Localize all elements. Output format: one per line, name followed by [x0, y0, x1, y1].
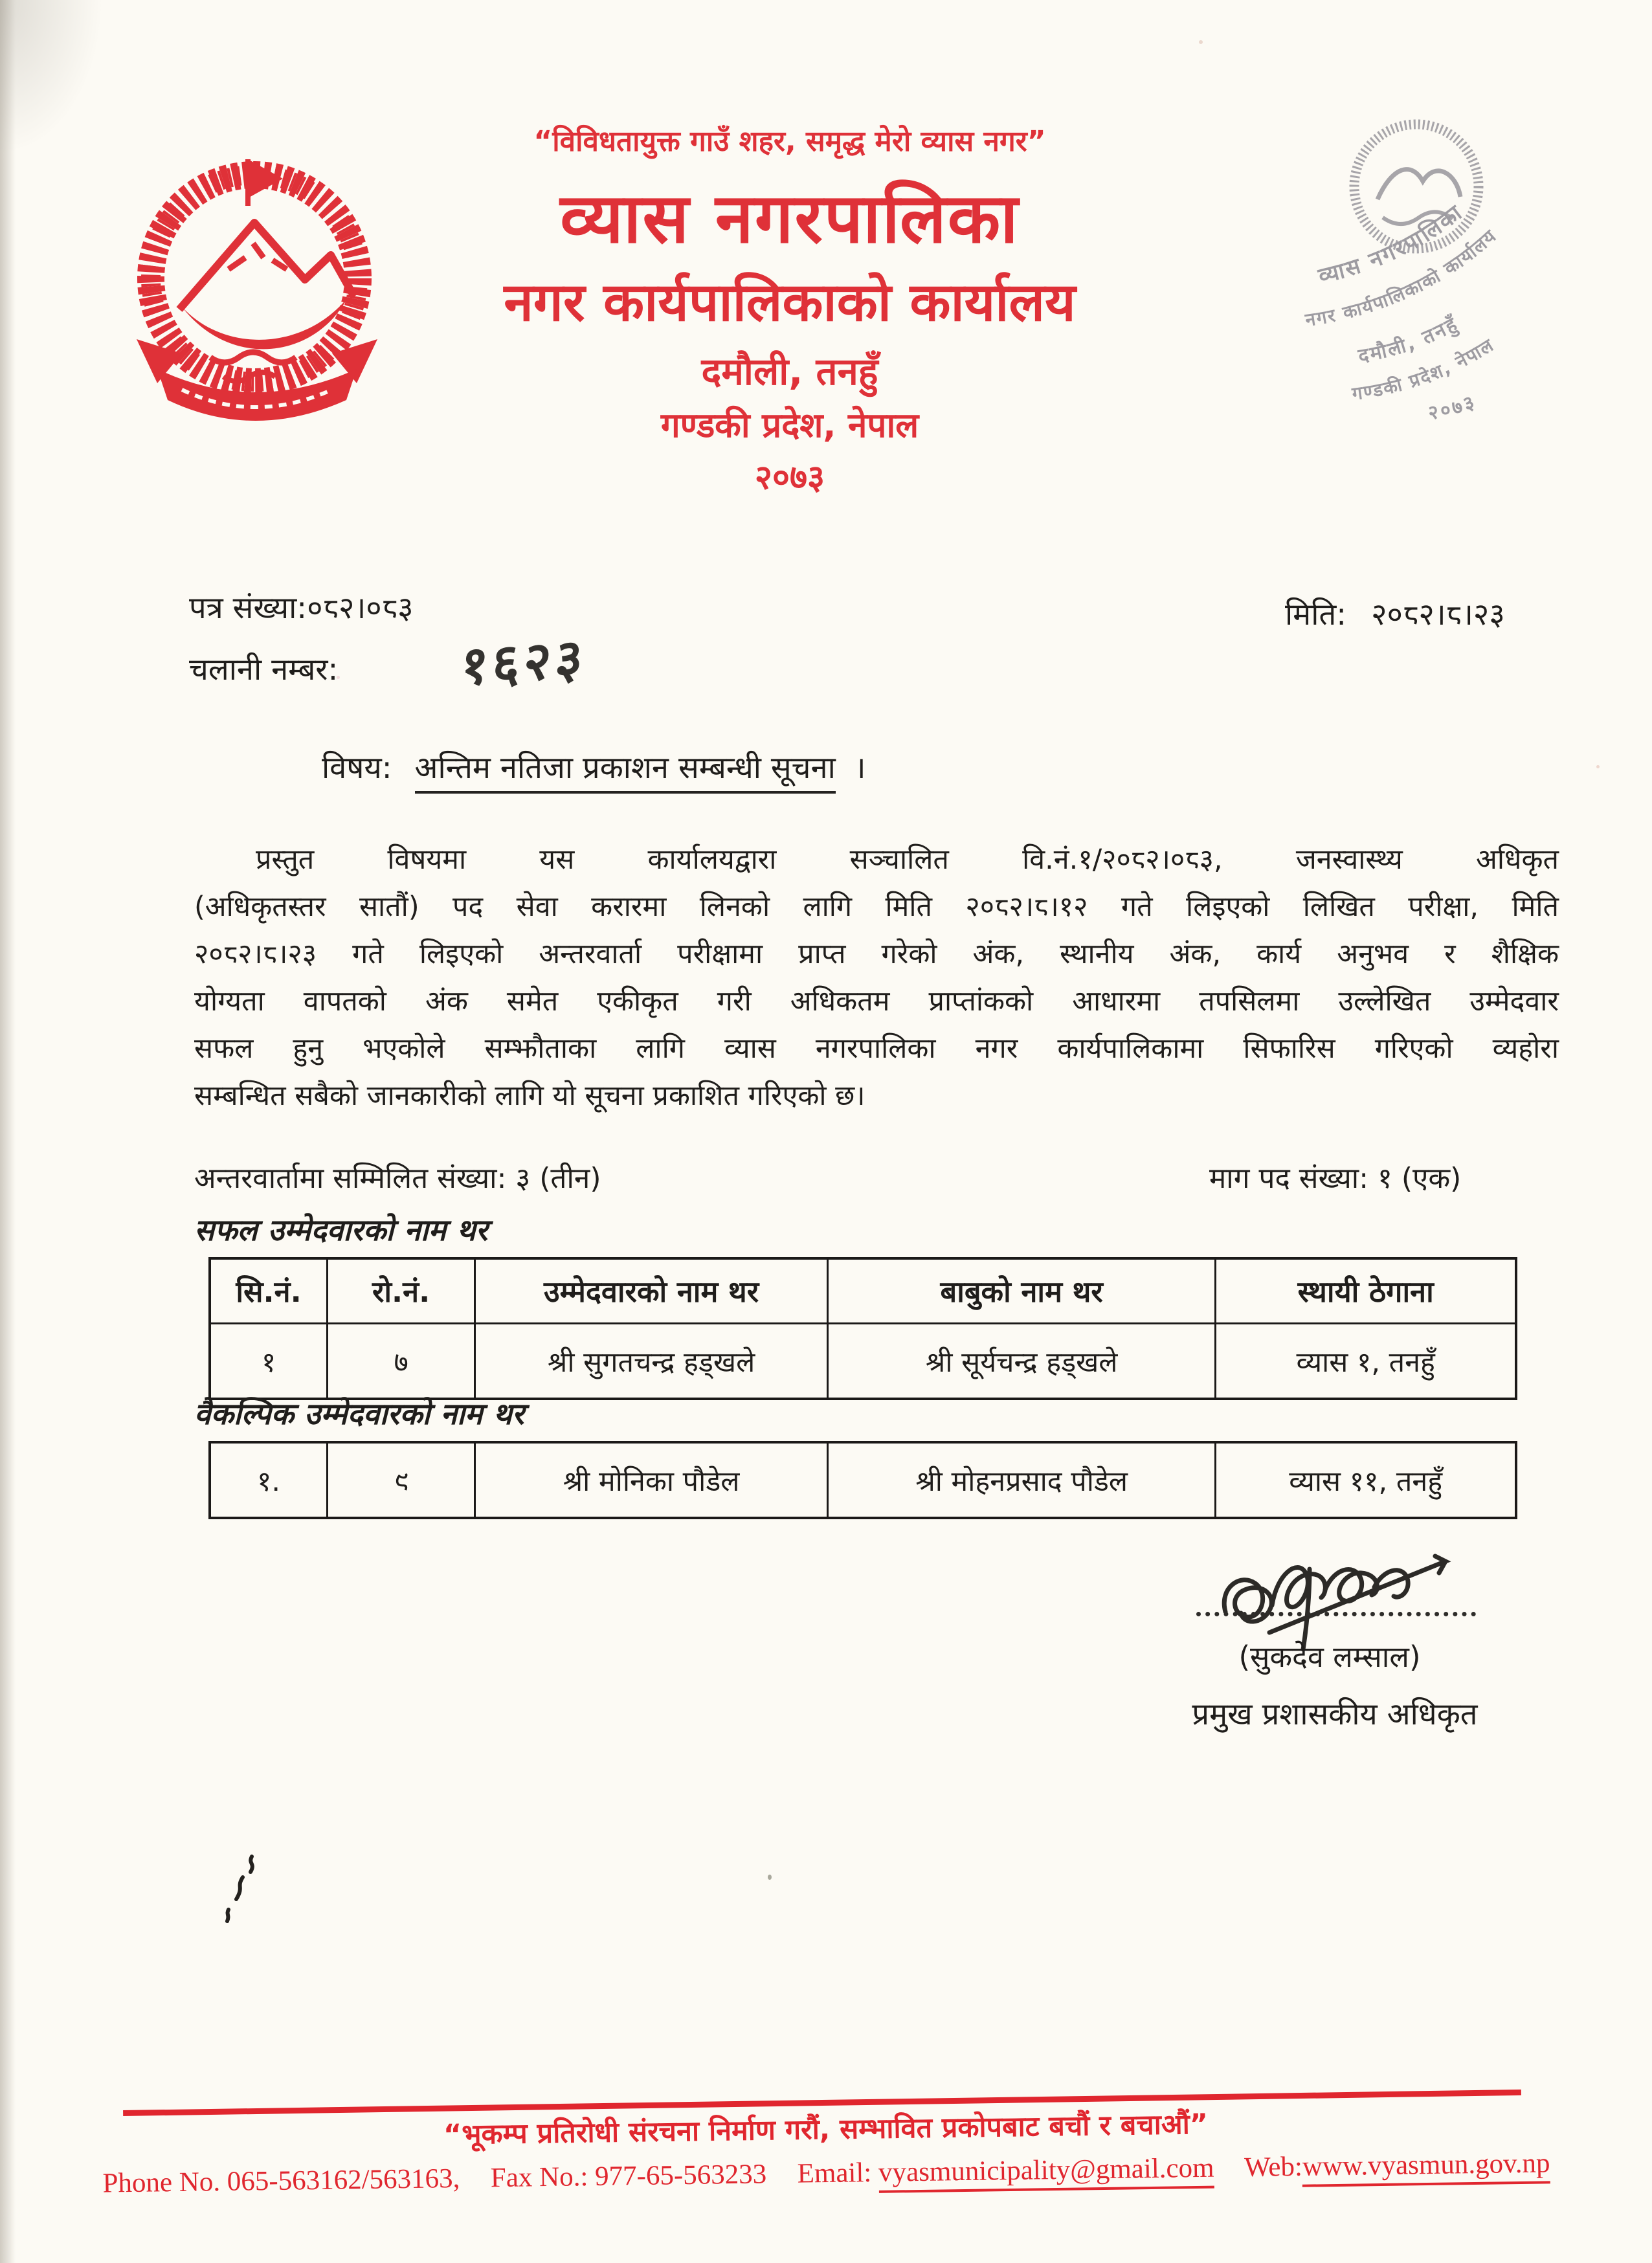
scan-edge-shadow — [0, 0, 16, 2263]
body-line: प्रस्तुत विषयमा यस कार्यालयद्वारा सञ्चालित वि.नं.१/२०८२।०८३, जनस्वास्थ्य अधिकृत — [256, 843, 1559, 876]
office-round-stamp — [1256, 91, 1579, 427]
letter-number-label: पत्र संख्या: — [189, 590, 307, 626]
cell-permanent-address: व्यास १, तनहुँ — [1216, 1324, 1516, 1399]
stamp-text-city: दमौली, तनहुँ — [1356, 312, 1463, 368]
date-label: मिति: — [1285, 597, 1347, 632]
footer-email-label: Email: — [797, 2157, 872, 2189]
body-line: सफल हुनु भएकोले सम्झौताका लागि व्यास नगरपालिका नगर कार्यपालिकामा सिफारिस गरिएको व्यहोरा — [194, 1032, 1559, 1065]
stamp-text-province: गण्डकी प्रदेश, नेपाल — [1350, 333, 1499, 405]
footer-phone: Phone No. 065-563162/563163, — [102, 2163, 460, 2199]
col-father-name: बाबुको नाम थर — [828, 1258, 1216, 1324]
scan-corner-shade — [0, 0, 104, 155]
cell-candidate-name: श्री मोनिका पौडेल — [475, 1442, 828, 1518]
cell-serial-no: १ — [210, 1324, 328, 1399]
letter-date — [1285, 592, 1505, 634]
signature-dotted-line — [1196, 1565, 1476, 1616]
footer-contact-line — [78, 2147, 1574, 2200]
col-serial-no: सि.नं. — [210, 1258, 328, 1324]
alternate-candidates-title: वैकल्पिक उम्मेदवारको नाम थर — [194, 1396, 524, 1431]
demand-count: माग पद संख्या: १ (एक) — [1209, 1162, 1462, 1195]
subject-text: अन्तिम नतिजा प्रकाशन सम्बन्धी सूचना — [415, 750, 836, 794]
address-city: दमौली, तनहुँ — [701, 350, 878, 394]
letter-number-value: ०८२।०८३ — [307, 590, 414, 626]
address-province: गण्डकी प्रदेश, नेपाल — [660, 406, 919, 445]
body-line: २०८२।८।२३ गते लिइएको अन्तरवार्ता परीक्षामा प्राप्त गरेको अंक, स्थानीय अंक, कार्य अनुभव र शैक्षिक — [194, 938, 1559, 970]
successful-candidates-title: सफल उम्मेदवारको नाम थर — [194, 1212, 488, 1247]
scan-speck — [337, 676, 340, 679]
letterhead-slogan: “विविधतायुक्त गाउँ शहर, समृद्ध मेरो व्यास नगर” — [533, 125, 1046, 158]
scan-speck — [768, 1875, 772, 1880]
body-paragraph — [194, 836, 1559, 1120]
col-permanent-address: स्थायी ठेगाना — [1216, 1258, 1516, 1324]
cell-roll-no: ७ — [328, 1324, 475, 1399]
dispatch-number-row — [189, 627, 588, 698]
subject-label: विषय: — [322, 750, 392, 786]
successful-candidates-table — [208, 1257, 1517, 1400]
stamp-text-year: २०७३ — [1426, 390, 1480, 425]
cell-permanent-address: व्यास ११, तनहुँ — [1216, 1442, 1516, 1518]
footer-web: www.vyasmun.gov.np — [1302, 2148, 1550, 2187]
table-header-row — [210, 1258, 1516, 1324]
svg-text:२०७३ — [1427, 390, 1480, 425]
table-row — [210, 1324, 1516, 1399]
footer-slogan: “भूकम्प प्रतिरोधी संरचना निर्माण गरौं, सम्भावित प्रकोपबाट बचौं र बचाऔं” — [443, 2108, 1209, 2152]
alternate-candidates-table — [208, 1441, 1517, 1519]
body-line: (अधिकृतस्तर सातौं) पद सेवा करारमा लिनको लागि मिति २०८२।८।१२ गते लिइएको लिखित परीक्षा, मिति — [194, 891, 1559, 923]
table-row — [210, 1442, 1516, 1518]
stamp-text-municipality: व्यास नगरपालिका — [1315, 199, 1469, 290]
letter-number — [189, 586, 414, 627]
footer-email: vyasmunicipality@gmail.com — [878, 2153, 1214, 2193]
col-roll-no: रो.नं. — [328, 1258, 475, 1324]
date-value: २०८२।८।२३ — [1371, 597, 1505, 632]
cell-roll-no: ९ — [328, 1442, 475, 1518]
signatory-title: प्रमुख प्रशासकीय अधिकृत — [1192, 1697, 1478, 1732]
municipality-name: व्यास नगरपालिका — [560, 179, 1020, 258]
cell-candidate-name: श्री सुगतचन्द्र हड्खले — [475, 1324, 828, 1399]
footer-fax: Fax No.: 977-65-563233 — [490, 2159, 767, 2194]
stamp-text-office: नगर कार्यपालिकाको कार्यालय — [1304, 225, 1501, 331]
office-name: नगर कार्यपालिकाको कार्यालय — [504, 272, 1076, 333]
establishment-year: २०७३ — [754, 458, 825, 497]
cell-father-name: श्री सूर्यचन्द्र हड्खले — [828, 1324, 1216, 1399]
signatory-name: (सुकदेव लम्साल) — [1238, 1640, 1421, 1674]
cell-father-name: श्री मोहनप्रसाद पौडेल — [828, 1442, 1216, 1518]
body-line: सम्बन्धित सबैको जानकारीको लागि यो सूचना प्रकाशित गरिएको छ। — [194, 1080, 865, 1112]
col-candidate-name: उम्मेदवारको नाम थर — [475, 1258, 828, 1324]
dispatch-number-handwritten: १६२३ — [459, 627, 588, 698]
pen-scribble-mark — [210, 1850, 269, 1928]
footer — [77, 2099, 1575, 2200]
scan-speck — [1596, 765, 1600, 768]
footer-web-label: Web: — [1244, 2151, 1303, 2183]
scan-speck — [1199, 40, 1203, 44]
dispatch-label: चलानी नम्बर: — [189, 652, 339, 687]
cell-serial-no: १. — [210, 1442, 328, 1518]
interview-count: अन्तरवार्तामा सम्मिलित संख्या: ३ (तीन) — [194, 1162, 601, 1195]
subject-terminator: । — [854, 750, 866, 786]
body-line: योग्यता वापतको अंक समेत एकीकृत गरी अधिकतम प्राप्तांकको आधारमा तपसिलमा उल्लेखित उम्मेदवार — [194, 985, 1559, 1018]
subject-line — [322, 746, 866, 787]
